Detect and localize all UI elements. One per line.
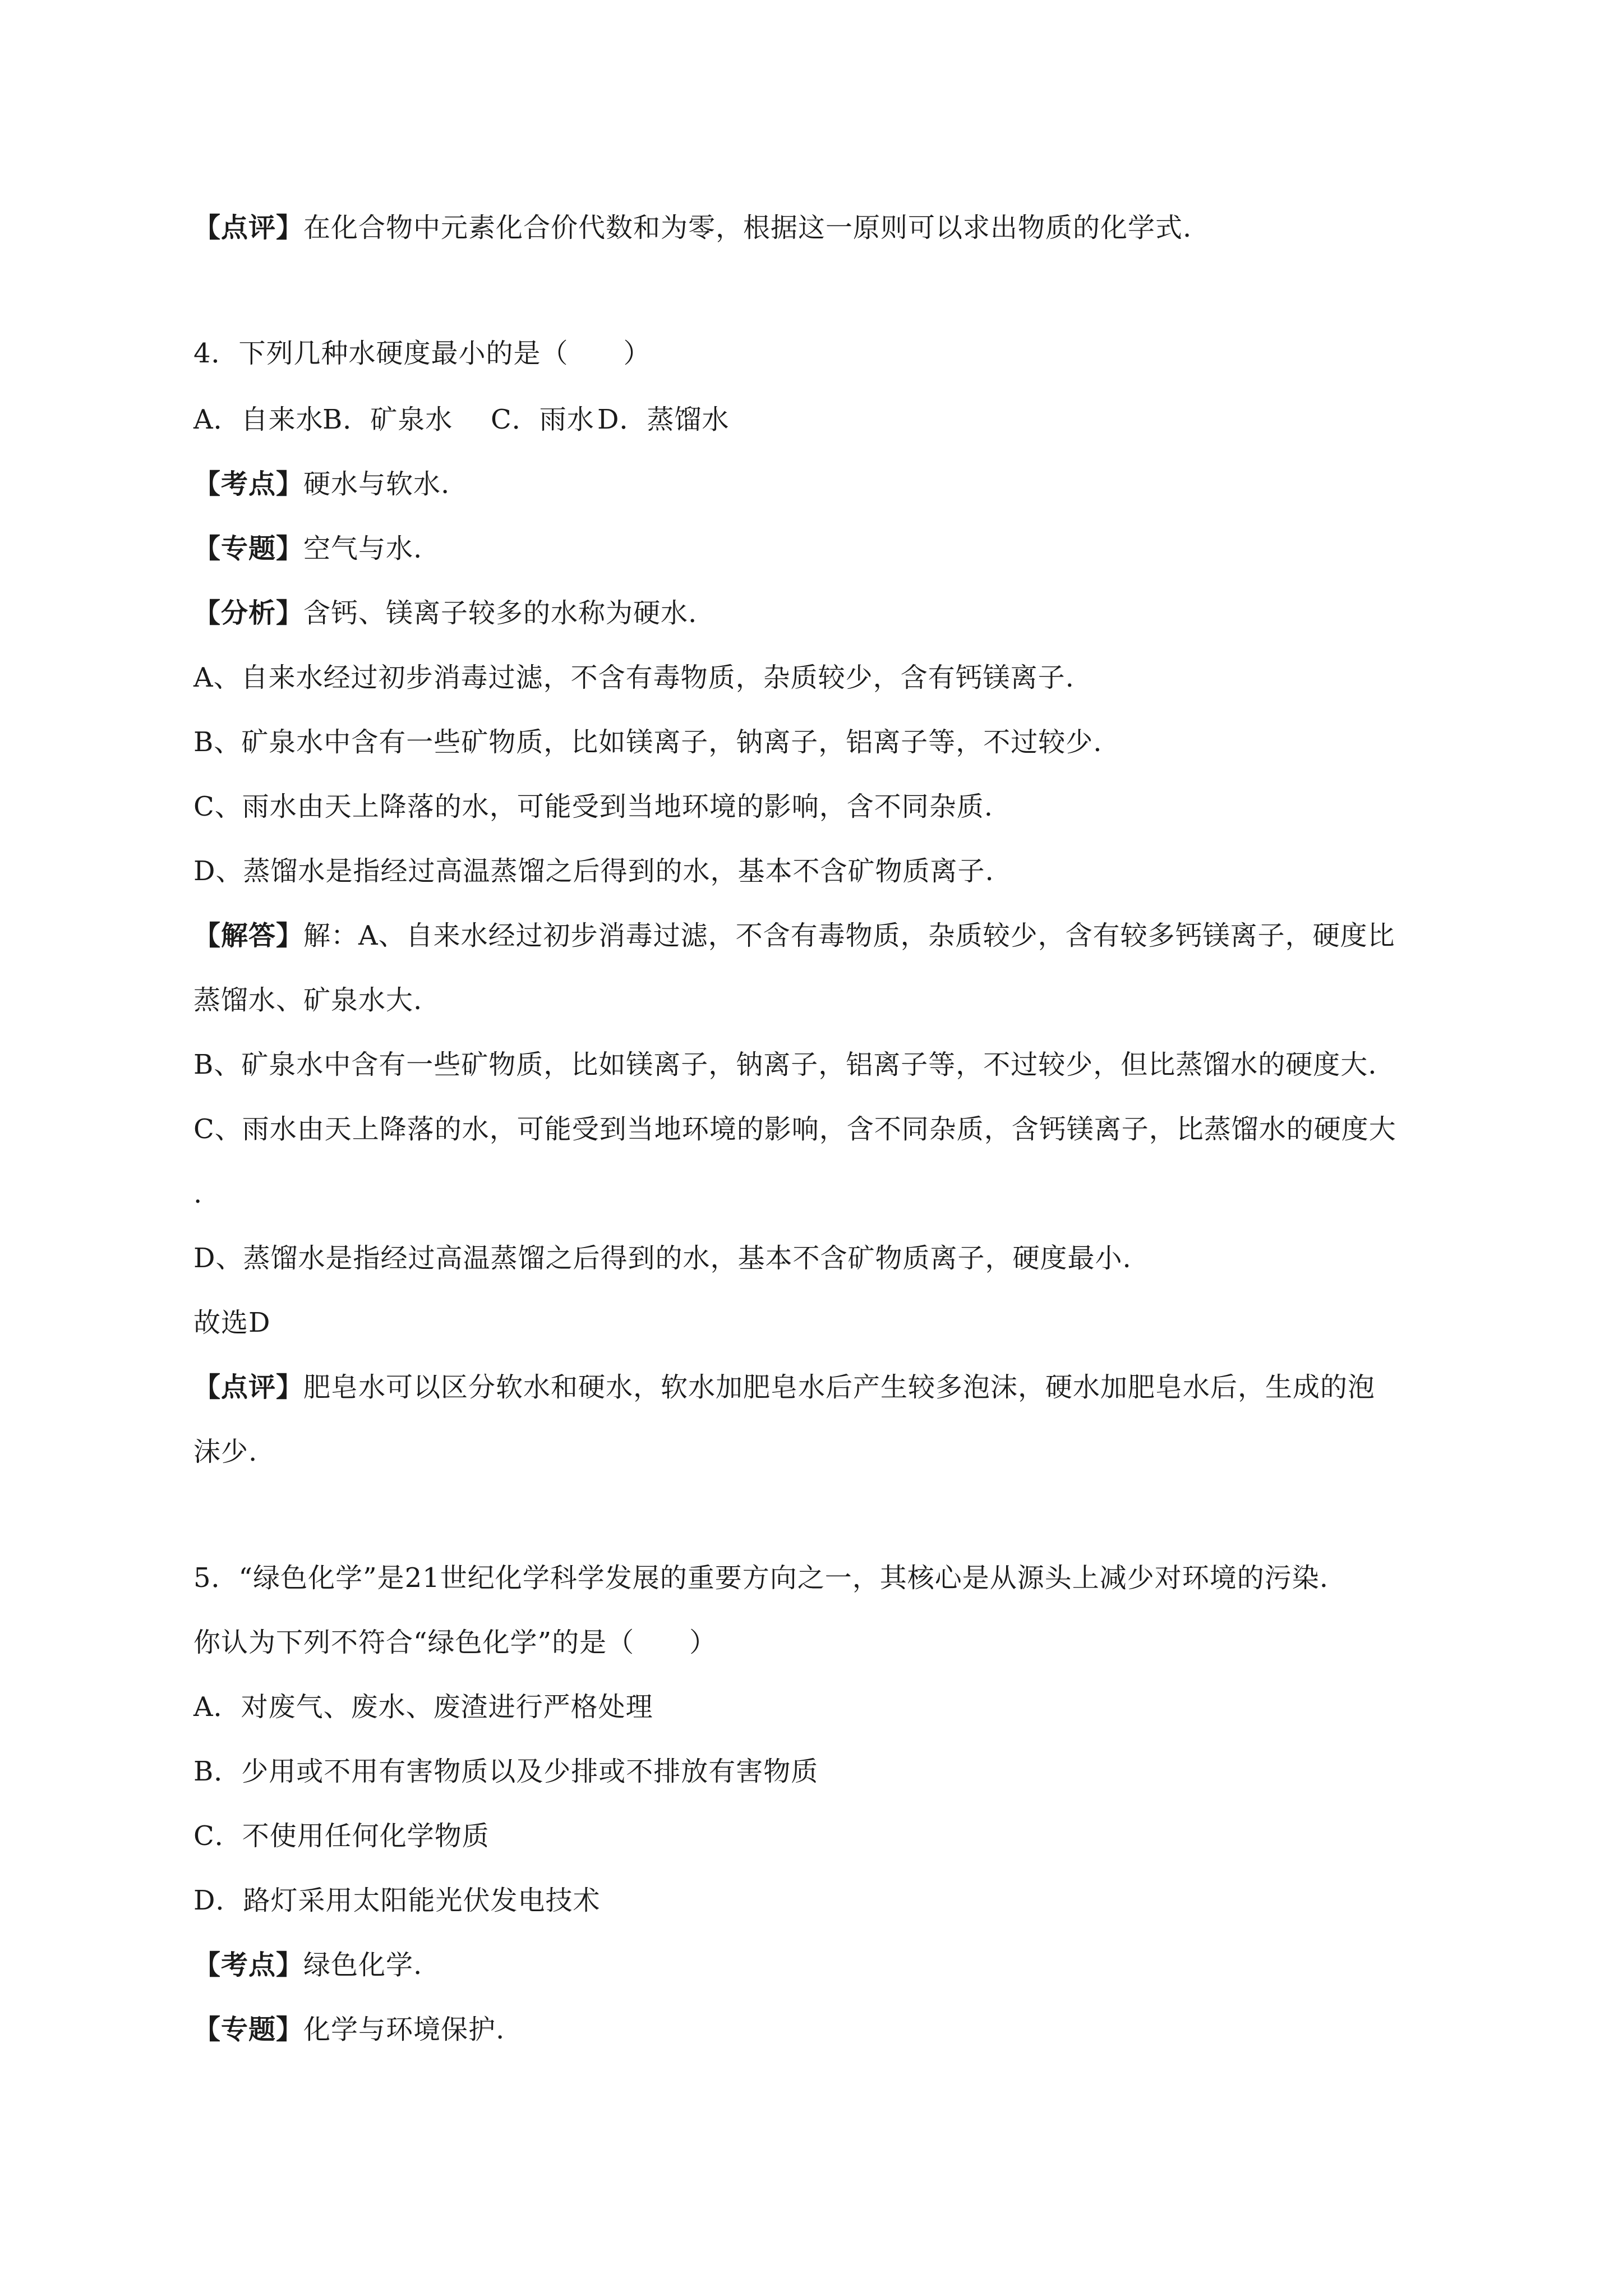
q5-zhuanti: [193, 2013, 505, 2046]
q4-analysis-d: D、蒸馏水是指经过高温蒸馏之后得到的水，基本不含矿物质离子.: [193, 855, 994, 887]
q5-kaodian: [193, 1948, 422, 1982]
fenxi-text: 含钙、镁离子较多的水称为硬水.: [303, 597, 698, 629]
zhuanti-tag: 【专题】: [193, 533, 304, 564]
q5-zhuanti-tag: 【专题】: [193, 2014, 304, 2045]
q4-dianping-line2: 沫少.: [193, 1436, 258, 1467]
jieda-tag: 【解答】: [193, 920, 304, 951]
q4-analysis-a: A、自来水经过初步消毒过滤，不含有毒物质，杂质较少，含有钙镁离子.: [193, 662, 1075, 693]
q5-option-c: C．不使用任何化学物质: [193, 1820, 490, 1852]
q5-option-a: A．对废气、废水、废渣进行严格处理: [193, 1691, 653, 1723]
zhuanti-text: 空气与水.: [303, 533, 423, 564]
q3-comment: [193, 211, 1192, 245]
q4-option-c: C．雨水: [491, 404, 594, 435]
q5-kaodian-text: 绿色化学.: [303, 1949, 423, 1981]
q4-jieda-line5: .: [193, 1178, 203, 1209]
kaodian-text: 硬水与软水.: [303, 468, 450, 500]
q4-option-b: B．矿泉水: [322, 404, 453, 435]
q5-kaodian-tag: 【考点】: [193, 1949, 304, 1981]
comment-text: 在化合物中元素化合价代数和为零，根据这一原则可以求出物质的化学式.: [303, 212, 1192, 243]
q4-stem: 4．下列几种水硬度最小的是（ ）: [193, 338, 651, 369]
jieda-line1: 解：A、自来水经过初步消毒过滤，不含有毒物质，杂质较少，含有较多钙镁离子，硬度比: [303, 920, 1395, 951]
q5-stem-line1: 5．“绿色化学”是21世纪化学科学发展的重要方向之一，其核心是从源头上减少对环境的污染.: [193, 1562, 1329, 1594]
q4-option-d: D．蒸馏水: [597, 404, 730, 435]
q5-option-d: D．路灯采用太阳能光伏发电技术: [193, 1885, 601, 1916]
q5-stem-line2: 你认为下列不符合“绿色化学”的是（ ）: [193, 1627, 717, 1658]
comment-tag: 【点评】: [193, 212, 304, 243]
q4-analysis-b: B、矿泉水中含有一些矿物质，比如镁离子，钠离子，铝离子等，不过较少.: [193, 726, 1103, 758]
q4-jieda-line4: C、雨水由天上降落的水，可能受到当地环境的影响，含不同杂质，含钙镁离子，比蒸馏水的硬度大: [193, 1114, 1396, 1145]
q4-jieda-line3: B、矿泉水中含有一些矿物质，比如镁离子，钠离子，铝离子等，不过较少，但比蒸馏水的硬度大.: [193, 1049, 1377, 1080]
q4-kaodian: [193, 467, 450, 501]
kaodian-tag: 【考点】: [193, 468, 304, 500]
q4-answer: 故选D: [193, 1307, 271, 1338]
fenxi-tag: 【分析】: [193, 597, 304, 629]
q4-dianping: [193, 1370, 1375, 1404]
q4-zhuanti: [193, 532, 422, 565]
q4-fenxi: [193, 596, 697, 630]
q5-zhuanti-text: 化学与环境保护.: [303, 2014, 505, 2045]
dianping-tag: 【点评】: [193, 1372, 304, 1403]
q4-jieda-line2: 蒸馏水、矿泉水大.: [193, 984, 423, 1016]
q5-option-b: B．少用或不用有害物质以及少排或不排放有害物质: [193, 1756, 819, 1787]
dianping-line1: 肥皂水可以区分软水和硬水，软水加肥皂水后产生较多泡沫，硬水加肥皂水后，生成的泡: [303, 1372, 1376, 1403]
q4-option-a: A．自来水: [193, 404, 324, 435]
q4-analysis-c: C、雨水由天上降落的水，可能受到当地环境的影响，含不同杂质.: [193, 791, 993, 822]
q4-jieda: [193, 919, 1395, 953]
q4-jieda-line6: D、蒸馏水是指经过高温蒸馏之后得到的水，基本不含矿物质离子，硬度最小.: [193, 1243, 1132, 1274]
q4-options: [193, 403, 730, 436]
